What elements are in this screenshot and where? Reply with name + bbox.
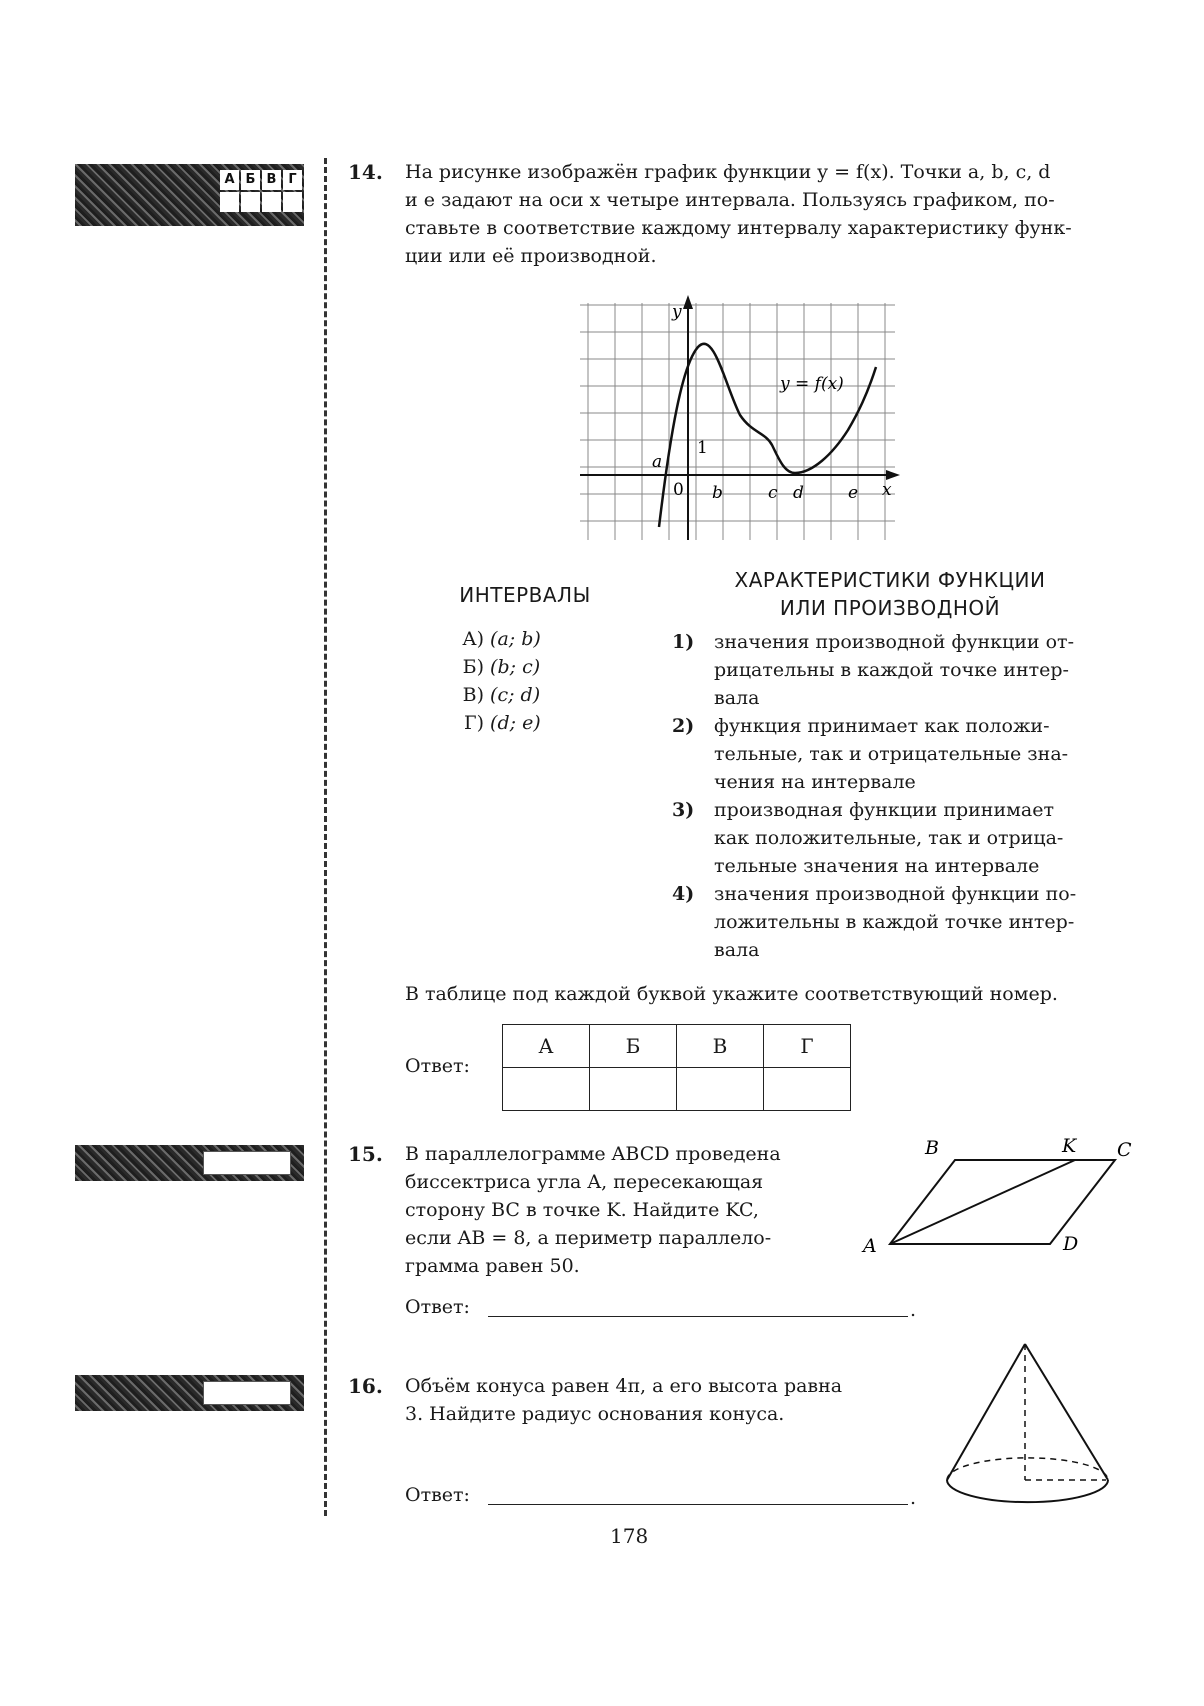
interval-letter: Б) [462, 656, 484, 678]
problem-16-text [405, 1372, 905, 1428]
problem-14-line: ставьте в соответствие каждому интервалу характеристику функ- [405, 217, 1072, 239]
answer-cell-g[interactable] [764, 1068, 851, 1111]
answer-table [502, 1024, 851, 1111]
table-instruction: В таблице под каждой буквой укажите соответствующий номер. [405, 983, 1058, 1005]
grid-cell-a[interactable] [220, 192, 239, 212]
characteristic-line: вала [714, 687, 760, 709]
answer-end-15: . [910, 1299, 917, 1321]
characteristic-line: производная функции принимает [714, 799, 1054, 821]
characteristics-header-line: ИЛИ ПРОИЗВОДНОЙ [779, 596, 1001, 620]
origin-label: 0 [673, 480, 684, 500]
intervals-header: ИНТЕРВАЛЫ [459, 583, 591, 607]
interval-value: (d; e) [490, 712, 541, 734]
characteristics-header [700, 566, 1080, 622]
answer-line-15[interactable] [488, 1316, 908, 1317]
answer-table-header: В [677, 1025, 764, 1068]
characteristic-line: значения производной функции от- [714, 631, 1074, 653]
characteristic-line: рицательны в каждой точке интер- [714, 659, 1069, 681]
answer-label-14: Ответ: [405, 1055, 470, 1077]
problem-14-line: и e задают на оси x четыре интервала. Пользуясь графиком, по- [405, 189, 1055, 211]
answer-box-16[interactable] [203, 1381, 291, 1405]
interval-letter: В) [462, 684, 484, 706]
grid-cell-g[interactable] [283, 192, 302, 212]
answer-end-16: . [910, 1487, 917, 1509]
vertex-d-label: D [1063, 1233, 1079, 1255]
answer-cell-v[interactable] [677, 1068, 764, 1111]
cone-left-side [947, 1344, 1025, 1480]
cone-right-side [1025, 1344, 1108, 1480]
vertex-a-label: A [863, 1235, 877, 1257]
page-number: 178 [610, 1524, 649, 1548]
problem-14-number: 14. [348, 160, 383, 184]
characteristic-number: 1) [672, 631, 695, 653]
answer-label-16: Ответ: [405, 1484, 470, 1506]
parallelogram [890, 1160, 1115, 1244]
interval-item [440, 684, 540, 706]
cone-base-back [947, 1458, 1108, 1480]
characteristic-line: чения на интервале [714, 771, 916, 793]
grid-letter-a: А [220, 170, 239, 190]
problem-16-line: Объём конуса равен 4π, а его высота равна [405, 1375, 843, 1397]
characteristic-line: как положительные, так и отрица- [714, 827, 1064, 849]
grid-letter-v: В [262, 170, 281, 190]
function-label: y = f(x) [780, 374, 844, 394]
interval-item [440, 656, 540, 678]
characteristic-number: 3) [672, 799, 695, 821]
y-axis-label: y [672, 302, 682, 322]
characteristic-line: тельные значения на интервале [714, 855, 1040, 877]
problem-14-line: ции или её производной. [405, 245, 657, 267]
problem-15-line: сторону BC в точке K. Найдите KC, [405, 1199, 759, 1221]
characteristic-line: вала [714, 939, 760, 961]
point-b-label: b [712, 483, 723, 503]
answer-label-15: Ответ: [405, 1296, 470, 1318]
grid-cell-b[interactable] [241, 192, 260, 212]
bisector-ak [890, 1160, 1075, 1244]
problem-15-line: если AB = 8, а периметр параллело- [405, 1227, 772, 1249]
interval-letter: Г) [464, 712, 484, 734]
answer-box-15[interactable] [203, 1151, 291, 1175]
problem-15-line: В параллелограмме ABCD проведена [405, 1143, 781, 1165]
problem-15-line: грамма равен 50. [405, 1255, 580, 1277]
interval-value: (c; d) [490, 684, 541, 706]
answer-cell-a[interactable] [503, 1068, 590, 1111]
characteristic-line: функция принимает как положи- [714, 715, 1050, 737]
characteristic-number: 2) [672, 715, 695, 737]
grid-letter-g: Г [283, 170, 302, 190]
characteristic-line: ложительны в каждой точке интер- [714, 911, 1075, 933]
characteristics-header-line: ХАРАКТЕРИСТИКИ ФУНКЦИИ [734, 568, 1046, 592]
interval-value: (a; b) [490, 628, 541, 650]
grid-letter-b: Б [241, 170, 260, 190]
answer-letter-grid [220, 170, 302, 212]
point-d-label: d [793, 483, 804, 503]
point-a-label: a [652, 452, 663, 472]
characteristic-line: значения производной функции по- [714, 883, 1077, 905]
answer-table-header: Г [764, 1025, 851, 1068]
cut-line [324, 158, 327, 1516]
characteristic-number: 4) [672, 883, 695, 905]
interval-item [440, 712, 541, 734]
problem-15-text [405, 1140, 835, 1280]
function-graph [580, 295, 900, 545]
cone-figure [940, 1340, 1120, 1520]
answer-table-header: А [503, 1025, 590, 1068]
vertex-c-label: C [1117, 1139, 1132, 1161]
x-axis-label: x [882, 480, 892, 500]
problem-14-text [405, 158, 1145, 270]
answer-cell-b[interactable] [590, 1068, 677, 1111]
grid-cell-v[interactable] [262, 192, 281, 212]
x-axis-arrow [886, 470, 900, 480]
problem-16-number: 16. [348, 1374, 383, 1398]
graph-grid [580, 303, 895, 540]
point-k-label: K [1062, 1135, 1077, 1157]
point-e-label: e [848, 483, 859, 503]
interval-letter: А) [462, 628, 484, 650]
problem-14-line: На рисунке изображён график функции y = f(x). Точки a, b, c, d [405, 161, 1051, 183]
problem-15-line: биссектриса угла A, пересекающая [405, 1171, 764, 1193]
interval-item [440, 628, 541, 650]
answer-table-header: Б [590, 1025, 677, 1068]
point-c-label: c [768, 483, 778, 503]
vertex-b-label: B [925, 1137, 939, 1159]
interval-value: (b; c) [490, 656, 541, 678]
parallelogram-figure [855, 1132, 1145, 1262]
unit-label: 1 [697, 438, 708, 458]
cone-base-front [947, 1480, 1108, 1502]
y-axis-arrow [683, 295, 693, 309]
problem-16-line: 3. Найдите радиус основания конуса. [405, 1403, 785, 1425]
problem-15-number: 15. [348, 1142, 383, 1166]
answer-line-16[interactable] [488, 1504, 908, 1505]
characteristic-line: тельные, так и отрицательные зна- [714, 743, 1069, 765]
